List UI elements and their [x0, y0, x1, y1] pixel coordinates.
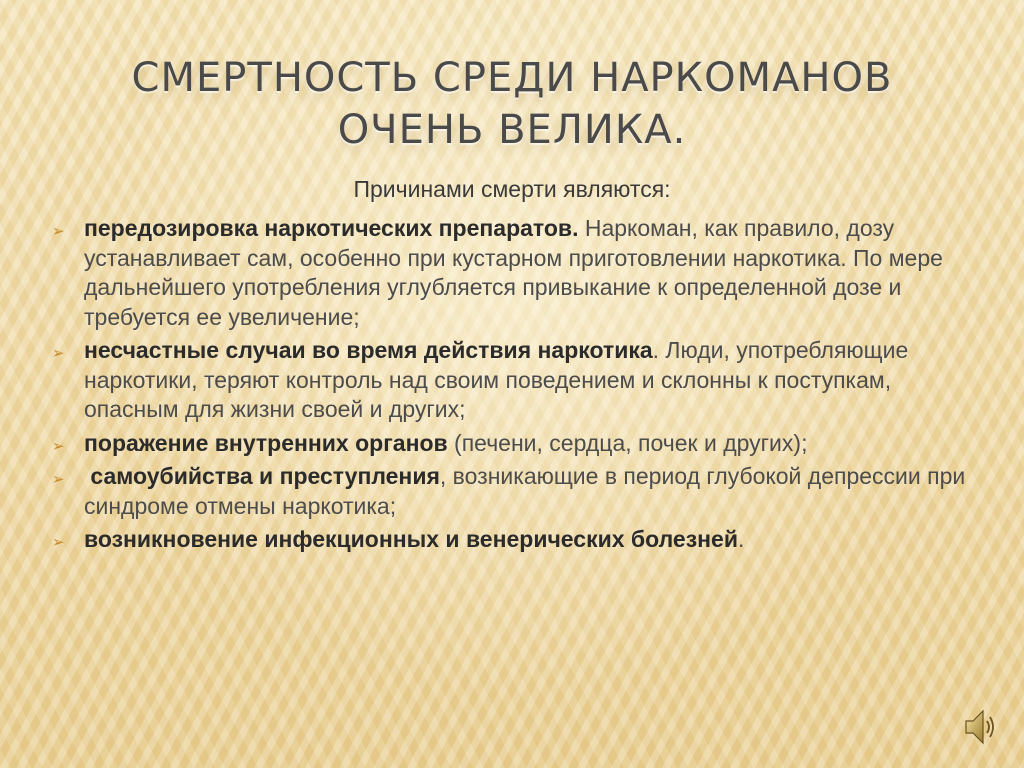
arrow-bullet-icon: ➢ — [52, 471, 65, 488]
list-item — [52, 429, 982, 459]
slide-subtitle: Причинами смерти являются: — [353, 176, 671, 202]
slide-title-line-1: СМЕРТНОСТЬ СРЕДИ НАРКОМАНОВ — [131, 55, 893, 101]
list-item-text: . Люди, употребляющие наркотики, теряют контроль над своим поведением и склонны к поступкам, опасным для жизни своей и других; — [84, 337, 909, 422]
arrow-bullet-icon: ➢ — [52, 437, 65, 455]
slide-title — [0, 52, 1024, 156]
arrow-bullet-icon: ➢ — [52, 534, 65, 551]
list-item — [52, 525, 982, 555]
list-item-text: , возникающие в период глубокой депрессии при синдроме отмены наркотика; — [84, 463, 966, 519]
arrow-bullet-icon: ➢ — [52, 223, 65, 240]
list-item-heading: передозировка наркотических препаратов. — [84, 215, 579, 241]
list-item-heading: поражение внутренних органов — [84, 429, 448, 456]
list-item-heading: возникновение инфекционных и венерических болезней — [84, 526, 738, 552]
list-item-text: . — [737, 526, 745, 552]
list-item — [52, 462, 982, 521]
list-item — [52, 336, 982, 425]
speaker-icon[interactable] — [964, 708, 996, 746]
list-item — [52, 214, 982, 332]
list-item-text: Наркоман, как правило, дозу устанавливает сам, особенно при кустарном приготовлении наркотика. По мере дальнейшего употребления углубляется привыкание к определенной дозе и требуется ее увеличение; — [84, 215, 943, 330]
slide-title-line-2: ОЧЕНЬ ВЕЛИКА. — [337, 107, 687, 153]
list-item-text: (печени, сердца, почек и других); — [447, 429, 808, 456]
arrow-bullet-icon: ➢ — [52, 345, 65, 362]
list-item-heading: самоубийства и преступления — [84, 463, 440, 489]
causes-list — [52, 214, 982, 559]
list-item-heading: несчастные случаи во время действия наркотика — [84, 337, 653, 363]
